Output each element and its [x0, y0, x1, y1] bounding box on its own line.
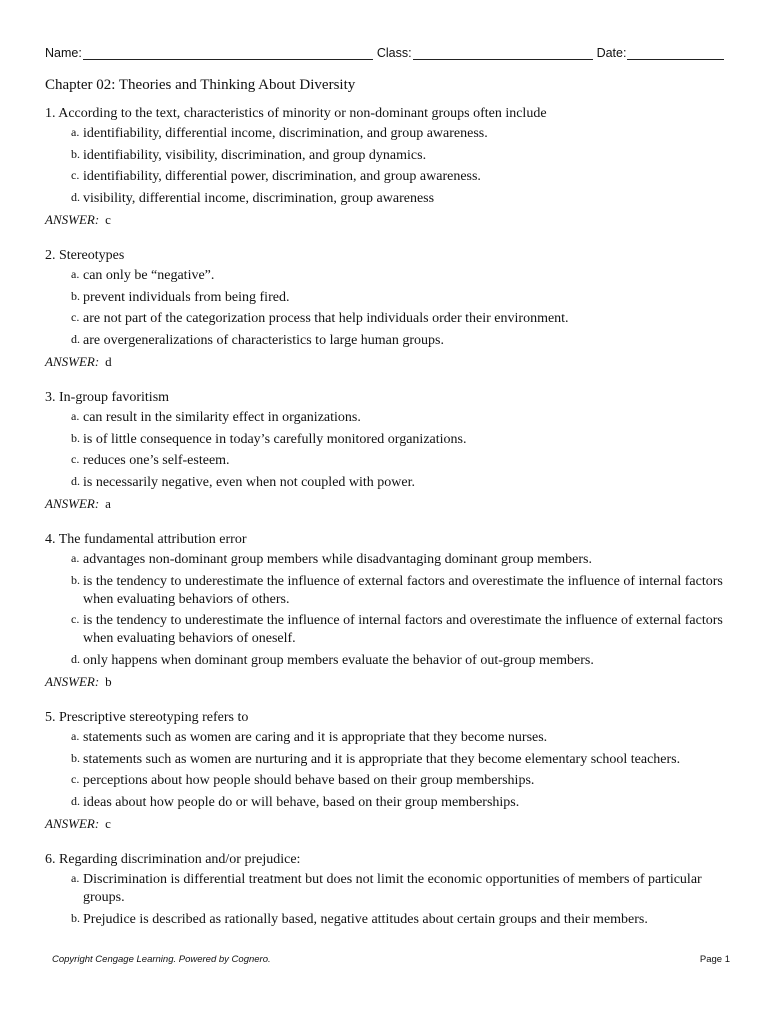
question-item	[45, 105, 735, 229]
answer-option	[45, 332, 735, 350]
option-letter: a.	[71, 551, 80, 565]
option-text: is the tendency to underestimate the influence of external factors and overestimate the influence of internal factors when evaluating behaviors of others.	[83, 573, 723, 607]
answer-option	[45, 168, 735, 186]
option-letter: d.	[71, 793, 80, 808]
name-label: Name:	[45, 46, 82, 60]
option-letter: a.	[71, 871, 80, 885]
answer-option	[45, 125, 735, 143]
answer-key	[45, 211, 735, 229]
name-field-line	[83, 46, 373, 60]
answer-key	[45, 353, 735, 371]
question-text: 5. Prescriptive stereotyping refers to	[45, 710, 249, 725]
answer-option	[45, 794, 735, 812]
student-info-header	[45, 46, 725, 60]
class-field-line	[413, 46, 593, 60]
option-text: only happens when dominant group members evaluate the behavior of out-group members.	[83, 652, 594, 668]
question-item	[45, 709, 735, 833]
page-number: Page 1	[699, 954, 730, 965]
answer-label: ANSWER:	[45, 674, 100, 689]
answer-option	[45, 652, 735, 670]
option-text: reduces one’s self-esteem.	[83, 453, 230, 468]
answer-option	[45, 551, 735, 569]
option-text: visibility, differential income, discrimination, group awareness	[83, 190, 435, 206]
question-item	[45, 247, 735, 371]
option-text: statements such as women are nurturing and it is appropriate that they become elementary school teachers.	[83, 751, 681, 767]
answer-option	[45, 474, 735, 492]
answer-label: ANSWER:	[45, 212, 100, 227]
option-letter: c.	[71, 612, 80, 626]
option-text: can only be “negative”.	[83, 268, 215, 283]
option-text: is necessarily negative, even when not coupled with power.	[83, 474, 416, 490]
answer-option	[45, 452, 735, 470]
option-text: identifiability, differential income, discrimination, and group awareness.	[83, 126, 488, 141]
option-text: identifiability, visibility, discrimination, and group dynamics.	[83, 147, 427, 163]
page-footer	[52, 954, 730, 965]
option-letter: b.	[71, 288, 80, 303]
question-text: 2. Stereotypes	[45, 248, 125, 263]
question-text: 3. In-group favoritism	[45, 390, 170, 405]
option-letter: b.	[71, 572, 80, 587]
answer-value: c	[105, 212, 111, 227]
option-letter: a.	[71, 729, 80, 743]
answer-key	[45, 495, 735, 513]
option-text: prevent individuals from being fired.	[83, 289, 290, 305]
answer-option	[45, 289, 735, 307]
answer-value: a	[105, 496, 111, 511]
answer-option	[45, 409, 735, 427]
answer-label: ANSWER:	[45, 496, 100, 511]
answer-option	[45, 911, 735, 929]
question-list	[45, 105, 735, 947]
option-text: advantages non-dominant group members while disadvantaging dominant group members.	[83, 552, 592, 567]
answer-option	[45, 612, 735, 648]
answer-label: ANSWER:	[45, 816, 100, 831]
option-text: are not part of the categorization process that help individuals order their environment.	[83, 311, 569, 326]
option-text: Discrimination is differential treatment but does not limit the economic opportunities of members of particular groups.	[83, 872, 702, 905]
option-letter: d.	[71, 473, 80, 488]
answer-label: ANSWER:	[45, 354, 100, 369]
answer-value: d	[105, 354, 112, 369]
answer-option	[45, 267, 735, 285]
option-letter: b.	[71, 430, 80, 445]
answer-value: b	[105, 674, 112, 689]
answer-option	[45, 431, 735, 449]
option-letter: d.	[71, 331, 80, 346]
question-item	[45, 389, 735, 513]
answer-option	[45, 310, 735, 328]
option-letter: b.	[71, 910, 80, 925]
option-letter: c.	[71, 168, 80, 182]
option-letter: a.	[71, 409, 80, 423]
date-label: Date:	[596, 46, 627, 60]
question-item	[45, 531, 735, 691]
option-letter: b.	[71, 146, 80, 161]
question-text: 4. The fundamental attribution error	[45, 532, 247, 547]
question-text: 1. According to the text, characteristics of minority or non-dominant groups often include	[45, 106, 547, 121]
option-letter: b.	[71, 750, 80, 765]
option-letter: a.	[71, 267, 80, 281]
class-label: Class:	[376, 46, 412, 60]
answer-option	[45, 751, 735, 769]
answer-option	[45, 729, 735, 747]
option-letter: c.	[71, 772, 80, 786]
option-text: is of little consequence in today’s carefully monitored organizations.	[83, 431, 467, 447]
question-text: 6. Regarding discrimination and/or prejudice:	[45, 852, 301, 867]
question-item	[45, 851, 735, 929]
option-letter: c.	[71, 310, 80, 324]
answer-option	[45, 147, 735, 165]
answer-option	[45, 871, 735, 907]
option-letter: d.	[71, 651, 80, 666]
answer-option	[45, 772, 735, 790]
answer-value: c	[105, 816, 111, 831]
chapter-title: Chapter 02: Theories and Thinking About Diversity	[45, 77, 356, 93]
option-text: are overgeneralizations of characteristics to large human groups.	[83, 332, 445, 348]
date-field-line	[627, 46, 724, 60]
answer-key	[45, 815, 735, 833]
option-letter: d.	[71, 189, 80, 204]
option-text: statements such as women are caring and it is appropriate that they become nurses.	[83, 730, 548, 745]
option-text: identifiability, differential power, discrimination, and group awareness.	[83, 169, 481, 184]
option-text: ideas about how people do or will behave, based on their group memberships.	[83, 794, 520, 810]
option-text: can result in the similarity effect in organizations.	[83, 410, 361, 425]
answer-key	[45, 673, 735, 691]
option-text: Prejudice is described as rationally based, negative attitudes about certain groups and their members.	[83, 911, 648, 927]
option-letter: a.	[71, 125, 80, 139]
copyright-text: Copyright Cengage Learning. Powered by Cognero.	[52, 954, 271, 965]
option-text: is the tendency to underestimate the influence of internal factors and overestimate the influence of external factors when evaluating behaviors of oneself.	[83, 613, 723, 646]
option-letter: c.	[71, 452, 80, 466]
answer-option	[45, 573, 735, 609]
answer-option	[45, 190, 735, 208]
option-text: perceptions about how people should behave based on their group memberships.	[83, 773, 535, 788]
